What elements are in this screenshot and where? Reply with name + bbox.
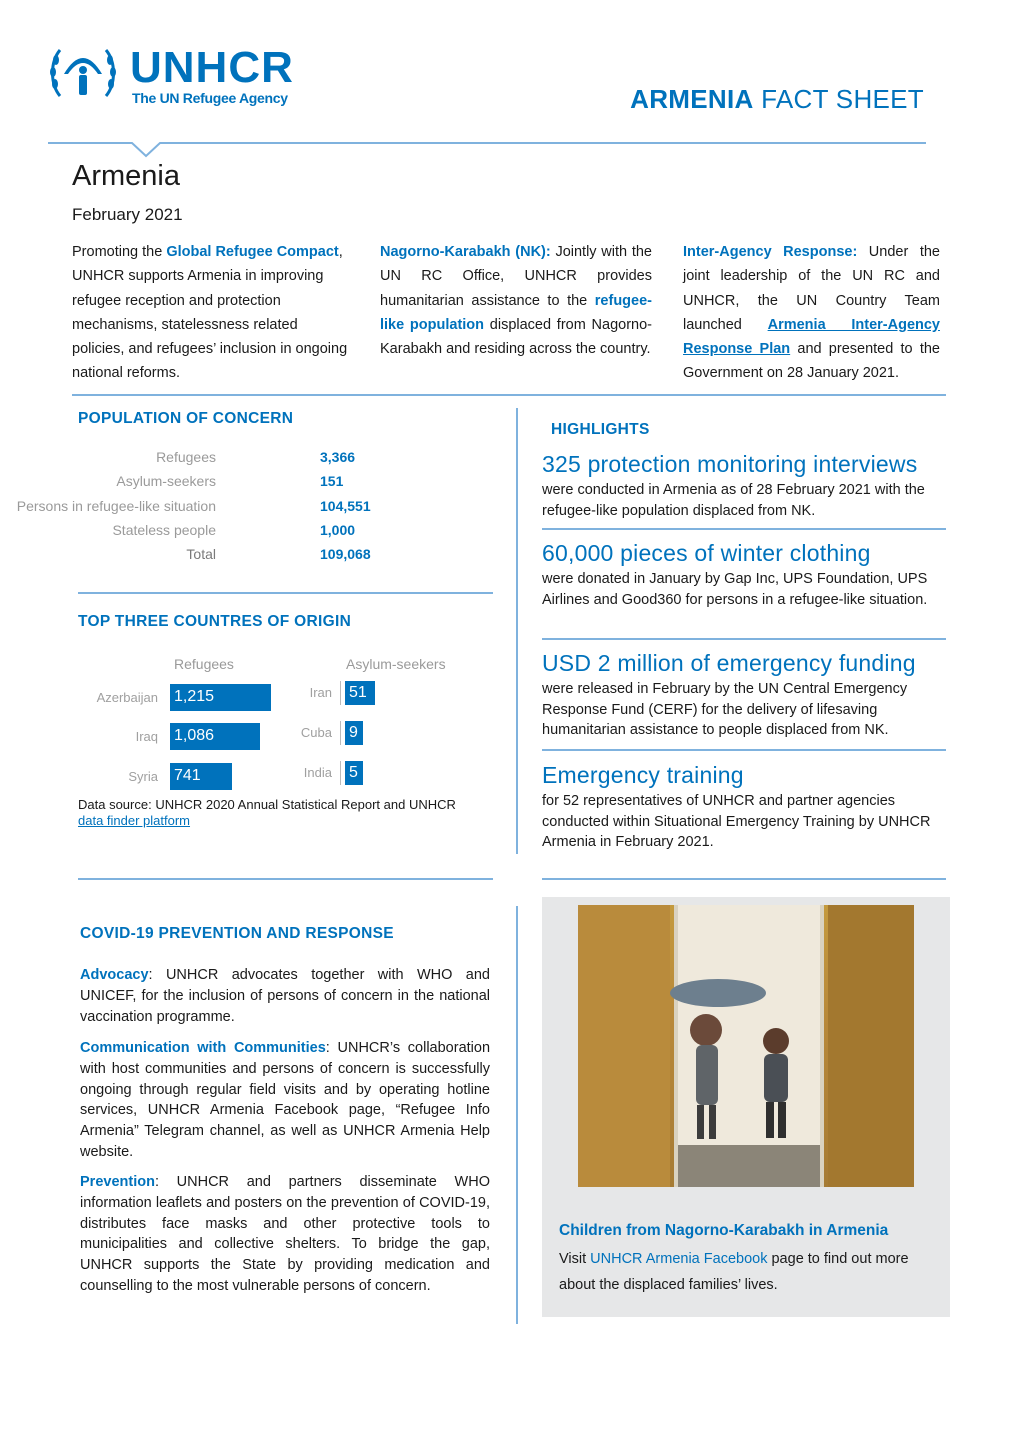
intro-col-1	[72, 240, 348, 386]
covid-advocacy	[80, 965, 490, 1027]
page-date: February 2021	[72, 205, 183, 224]
photo-caption-title: Children from Nagorno-Karabakh in Armenia	[559, 1222, 889, 1239]
population-value: 3,366	[320, 449, 356, 465]
asylum-axis-tick	[340, 761, 341, 785]
column-divider-bottom	[516, 906, 518, 1324]
intro-divider	[72, 394, 946, 396]
population-label: Asylum-seekers	[116, 473, 216, 490]
refugee-country-label: Azerbaijan	[96, 690, 158, 705]
facebook-link[interactable]: UNHCR Armenia Facebook	[590, 1251, 768, 1267]
asylum-country-label: Iran	[309, 685, 332, 700]
sheet-title	[630, 84, 924, 115]
advocacy-text: : UNHCR advocates together with WHO and UNICEF, for the inclusion of persons of concern in the national vaccination programme.	[80, 967, 490, 1025]
population-value: 151	[320, 473, 344, 490]
response-plan-link[interactable]: Armenia Inter-Agency Response Plan	[683, 316, 940, 358]
population-label: Refugees	[156, 449, 216, 465]
data-source	[78, 797, 498, 829]
advocacy-lead: Advocacy	[80, 967, 149, 983]
highlight-title: USD 2 million of emergency funding	[542, 650, 916, 676]
asylum-bar: 5	[345, 761, 363, 785]
origin-heading: TOP THREE COUNTRES OF ORIGIN	[78, 613, 352, 630]
caption-text: page to find out more about the displaced families’ lives.	[559, 1251, 909, 1293]
population-row	[78, 473, 408, 497]
refugee-bar: 741	[170, 763, 232, 790]
population-row	[78, 449, 408, 473]
highlight-text: for 52 representatives of UNHCR and partner agencies conducted within Situational Emergency Training by UNHCR Armenia in February 2021.	[542, 793, 931, 850]
intro-text: Under the joint leadership of the UN RC and UNHCR, the UN Country Team launched	[683, 244, 940, 333]
logo-wordmark: UNHCR	[130, 43, 294, 92]
photo-caption-text	[559, 1246, 939, 1298]
prevention-text: : UNHCR and partners disseminate WHO information leaflets and posters on the prevention of COVID-19, distributes face masks and other protective tools to municipalities and collective shelters. To bridge the gap, UNHCR supports the State by providing medication and counselling to the most vulnerable persons of concern.	[80, 1174, 490, 1294]
communication-lead: Communication with Communities	[80, 1040, 326, 1056]
sheet-title-country: ARMENIA	[630, 84, 754, 114]
highlights-heading: HIGHLIGHTS	[551, 421, 650, 438]
column-divider-top	[516, 408, 518, 854]
covid-prevention	[80, 1172, 490, 1297]
asylum-column-header: Asylum-seekers	[346, 656, 446, 672]
intro-col-3	[683, 240, 940, 386]
highlight-title: 60,000 pieces of winter clothing	[542, 540, 871, 566]
sheet-title-rest: FACT SHEET	[753, 84, 924, 114]
population-value: 109,068	[320, 546, 371, 563]
asylum-bar: 51	[345, 681, 375, 705]
highlight-text: were conducted in Armenia as of 28 February 2021 with the refugee-like population displaced from NK.	[542, 482, 925, 519]
population-row	[78, 546, 408, 570]
population-value: 104,551	[320, 497, 371, 514]
intro-text: , UNHCR supports Armenia in improving refugee reception and protection mechanisms, statelessness related policies, and refugees’ inclusion in ongoing national reforms.	[72, 244, 348, 382]
highlight-text: were released in February by the UN Central Emergency Response Fund (CERF) for the delivery of lifesaving humanitarian assistance to people displaced from NK.	[542, 681, 908, 738]
highlight-divider	[542, 638, 946, 640]
highlight-divider	[542, 749, 946, 751]
covid-communication	[80, 1038, 490, 1163]
photo-illustration	[578, 905, 914, 1187]
population-divider	[78, 592, 493, 594]
page-title: Armenia	[72, 160, 180, 192]
refugees-column-header: Refugees	[174, 656, 234, 672]
header-divider	[48, 140, 928, 160]
population-label: Total	[186, 546, 216, 563]
asylum-bar: 9	[345, 721, 363, 745]
section-divider-right	[542, 878, 946, 880]
communication-text: : UNHCR’s collaboration with host communities and persons of concern is successfully ongoing through regular field visits and by operating hotline services, UNHCR Armenia Facebook page, “Refugee Info Armenia” Telegram channel, as well as UNHCR Armenia Help website.	[80, 1040, 491, 1160]
refugee-like-population-link[interactable]: refugee-like population	[380, 292, 652, 333]
intro-text: displaced from Nagorno-Karabakh and residing across the country.	[380, 316, 652, 358]
asylum-axis-tick	[340, 681, 341, 705]
highlight-divider	[542, 528, 946, 530]
population-label: Stateless people	[112, 521, 216, 538]
asylum-axis-tick	[340, 721, 341, 745]
nk-lead: Nagorno-Karabakh (NK):	[380, 244, 551, 260]
population-row	[78, 522, 408, 546]
refugee-bar: 1,086	[170, 723, 260, 750]
asylum-country-label: Cuba	[300, 725, 332, 740]
population-row	[16, 497, 408, 522]
refugee-country-label: Syria	[128, 769, 158, 784]
population-label: Persons in refugee-like situation	[16, 497, 216, 514]
highlight-text: were donated in January by Gap Inc, UPS Foundation, UPS Airlines and Good360 for persons in a refugee-like situation.	[542, 571, 928, 608]
prevention-lead: Prevention	[80, 1174, 155, 1190]
intro-text: Jointly with the UN RC Office, UNHCR provides humanitarian assistance to the	[380, 244, 652, 309]
intro-col-2	[380, 240, 652, 361]
global-refugee-compact-link[interactable]: Global Refugee Compact	[166, 244, 339, 260]
section-divider-left	[78, 878, 493, 880]
logo-subtitle: The UN Refugee Agency	[132, 90, 288, 106]
intro-text: Promoting the	[72, 244, 167, 260]
highlight-title: Emergency training	[542, 762, 744, 788]
inter-agency-lead: Inter-Agency Response:	[683, 244, 858, 260]
asylum-country-label: India	[303, 765, 332, 780]
population-heading: POPULATION OF CONCERN	[78, 410, 294, 427]
caption-text: Visit	[559, 1251, 591, 1267]
covid-heading: COVID-19 PREVENTION AND RESPONSE	[80, 925, 394, 942]
intro-text: and presented to the Government on 28 January 2021.	[683, 341, 940, 382]
highlight-title: 325 protection monitoring interviews	[542, 451, 918, 477]
data-finder-link[interactable]: data finder platform	[78, 813, 191, 828]
refugee-bar: 1,215	[170, 684, 271, 711]
children-photo	[578, 905, 914, 1187]
data-source-text: Data source: UNHCR 2020 Annual Statistical Report and UNHCR	[78, 797, 456, 812]
population-value: 1,000	[320, 521, 356, 538]
refugee-country-label: Iraq	[135, 729, 158, 744]
unhcr-emblem-icon	[48, 40, 118, 106]
